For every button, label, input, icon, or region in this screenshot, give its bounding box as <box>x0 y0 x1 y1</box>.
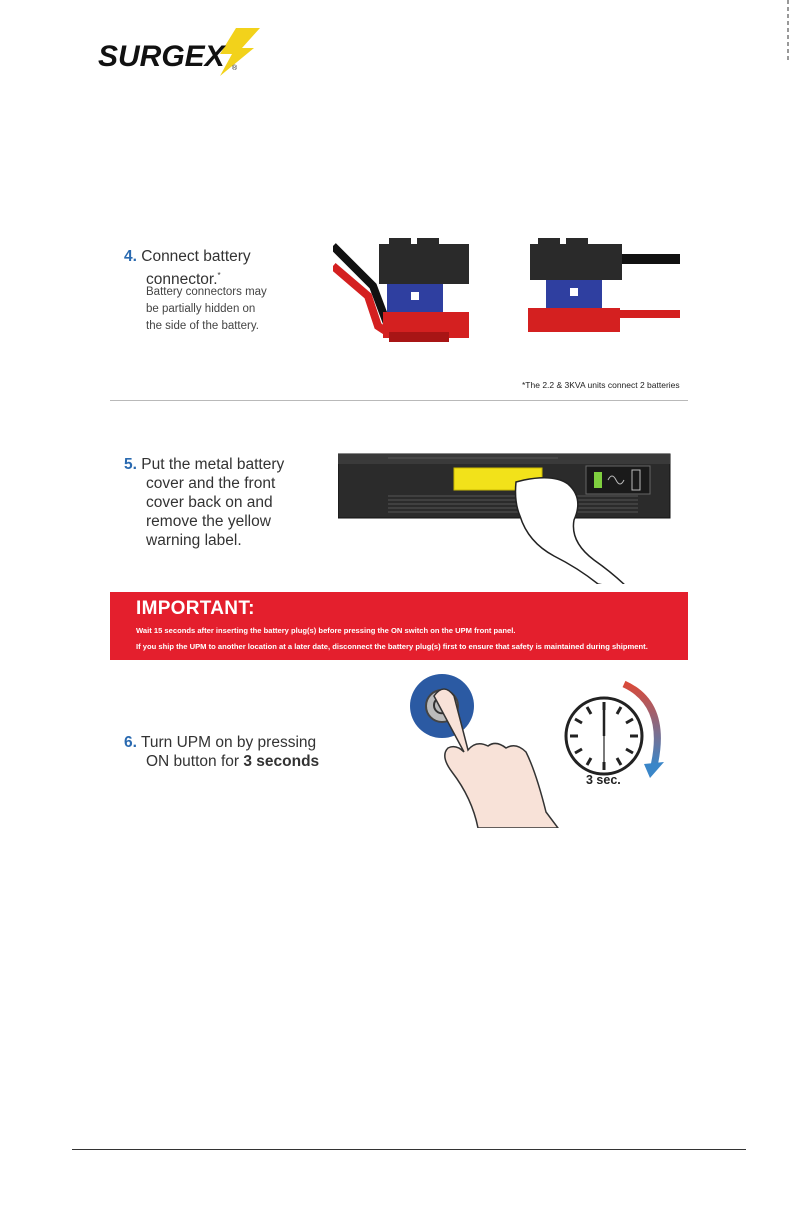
logo-wordmark: SURGEX <box>98 40 225 73</box>
battery-connector-illustration-straight <box>526 236 680 336</box>
step5-line1: Put the metal battery <box>141 456 285 473</box>
finger-pressing <box>434 689 558 828</box>
logo-registered: ® <box>232 65 238 72</box>
step4-footnote: *The 2.2 & 3KVA units connect 2 batteries <box>522 380 680 390</box>
step4-title-line2: connector. <box>146 271 218 289</box>
footer-rule <box>72 1149 746 1150</box>
important-line2: If you ship the UPM to another location at a later date, disconnect the battery plug(s) first to ensure that safety is maintained during shipment. <box>136 642 648 651</box>
important-line1: Wait 15 seconds after inserting the battery plug(s) before pressing the ON switch on the UPM front panel. <box>136 626 516 635</box>
step5-number: 5. <box>124 456 137 473</box>
important-banner <box>110 592 688 660</box>
step4-sub-line3: the side of the battery. <box>146 320 259 332</box>
important-title: IMPORTANT: <box>136 598 255 619</box>
power-button-press-illustration <box>408 672 572 828</box>
step4-title <box>124 247 324 289</box>
step5-line4: remove the yellow <box>146 513 271 530</box>
step6-line2-prefix: ON button for <box>146 753 244 770</box>
step4-sub-line2: be partially hidden on <box>146 303 256 315</box>
surgex-logo <box>96 24 266 78</box>
step4-title-line1: Connect battery <box>141 248 251 265</box>
step6-line1: Turn UPM on by pressing <box>140 734 317 751</box>
step4-asterisk: * <box>217 271 221 280</box>
step5-line5: warning label. <box>146 532 242 549</box>
section-divider <box>110 400 688 401</box>
arrow-icon <box>644 762 664 778</box>
step6-title <box>124 733 384 771</box>
step4-sub-line1: Battery connectors may <box>146 286 267 298</box>
step6-number: 6. <box>124 734 137 751</box>
step4-subtext <box>146 284 346 335</box>
step6-line2-bold: 3 seconds <box>243 753 320 770</box>
step4-number: 4. <box>124 248 137 265</box>
battery-connector-illustration-angled <box>333 236 483 346</box>
lightning-bolt-icon <box>220 28 260 76</box>
step5-title <box>124 455 334 550</box>
step5-line2: cover and the front <box>146 475 276 492</box>
three-second-timer-illustration <box>560 678 686 794</box>
step5-line3: cover back on and <box>146 494 273 511</box>
timer-label: 3 sec. <box>586 773 621 787</box>
ups-front-cover-illustration <box>338 452 672 584</box>
